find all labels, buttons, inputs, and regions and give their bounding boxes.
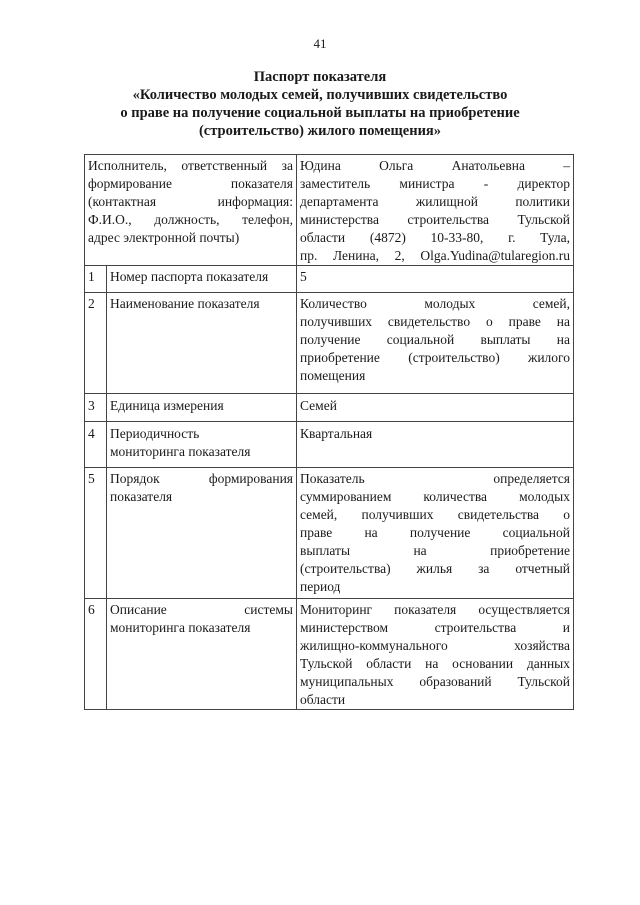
table-row (85, 293, 574, 394)
executor-value-line: министерства строительства Тульской (300, 212, 570, 227)
row-value-line: 5 (300, 269, 307, 284)
executor-value-line: департамента жилищной политики (300, 194, 570, 209)
row-value-line: помещения (300, 368, 366, 383)
row-label-line: Периодичность (110, 426, 200, 441)
title-line: Паспорт показателя (253, 69, 387, 85)
title-line: (строительство) жилого помещения» (198, 123, 442, 139)
table-row (85, 422, 574, 468)
row-number: 5 (85, 468, 107, 599)
table-row (85, 599, 574, 710)
row-value-line: Показатель определяется (300, 471, 570, 486)
row-number: 6 (85, 599, 107, 710)
row-number: 2 (85, 293, 107, 394)
row-label (107, 468, 297, 599)
executor-value-line: области (4872) 10-33-80, г. Тула, (300, 230, 570, 245)
title-line: о праве на получение социальной выплаты на приобретение (120, 105, 520, 121)
row-value-line: суммированием количества молодых (300, 489, 570, 504)
executor-label-line: формирование показателя (88, 176, 293, 191)
table-row (85, 468, 574, 599)
row-label (107, 266, 297, 293)
row-value-line: жилищно-коммунального хозяйства (300, 638, 570, 653)
row-value-line: получение социальной выплаты на (300, 332, 570, 347)
row-label (107, 394, 297, 422)
row-value (297, 394, 574, 422)
row-number: 1 (85, 266, 107, 293)
row-value-line: семей, получивших свидетельства о (300, 507, 570, 522)
executor-label-cell (85, 155, 297, 266)
row-value-line: Квартальная (300, 426, 373, 441)
row-value-line: области (300, 692, 346, 707)
row-label-line: мониторинга показателя (110, 620, 251, 635)
executor-label-line: Ф.И.О., должность, телефон, (88, 212, 293, 227)
row-value-line: праве на получение социальной (300, 525, 570, 540)
executor-value-line: Юдина Ольга Анатольевна – (300, 158, 570, 173)
row-label-line: Номер паспорта показателя (110, 269, 269, 284)
executor-value-line: заместитель министра - директор (300, 176, 570, 191)
row-label (107, 422, 297, 468)
row-value-line: выплаты на приобретение (300, 543, 570, 558)
row-value-line: период (300, 579, 341, 594)
row-label-line: Наименование показателя (110, 296, 260, 311)
document-title (40, 68, 600, 140)
row-label-line: мониторинга показателя (110, 444, 251, 459)
row-value-line: Мониторинг показателя осуществляется (300, 602, 570, 617)
executor-value-cell (297, 155, 574, 266)
row-label-line: показателя (110, 489, 173, 504)
table-row (85, 266, 574, 293)
executor-row (85, 155, 574, 266)
row-value (297, 293, 574, 394)
row-value-line: Тульской области на основании данных (300, 656, 570, 671)
row-value-line: министерством строительства и (300, 620, 570, 635)
executor-label-line: адрес электронной почты) (88, 230, 240, 245)
row-number: 3 (85, 394, 107, 422)
table-row (85, 394, 574, 422)
row-label-line: Описание системы (110, 602, 293, 617)
row-label-line: Порядок формирования (110, 471, 293, 486)
row-value-line: Семей (300, 398, 337, 413)
row-number: 4 (85, 422, 107, 468)
row-value-line: приобретение (строительство) жилого (300, 350, 570, 365)
row-label (107, 293, 297, 394)
executor-label-line: (контактная информация: (88, 194, 293, 209)
row-value-line: получивших свидетельство о праве на (300, 314, 570, 329)
indicator-passport-table (84, 154, 574, 710)
row-value-line: Количество молодых семей, (300, 296, 570, 311)
executor-value-line: пр. Ленина, 2, Olga.Yudina@tularegion.ru (300, 248, 570, 263)
row-label (107, 599, 297, 710)
row-value (297, 266, 574, 293)
row-value-line: муниципальных образований Тульской (300, 674, 570, 689)
page-number: 41 (313, 36, 327, 51)
executor-label-line: Исполнитель, ответственный за (88, 158, 293, 173)
row-value-line: (строительства) жилья за отчетный (300, 561, 570, 576)
row-value (297, 468, 574, 599)
title-line: «Количество молодых семей, получивших свидетельство (132, 87, 508, 103)
row-value (297, 422, 574, 468)
row-value (297, 599, 574, 710)
row-label-line: Единица измерения (110, 398, 224, 413)
